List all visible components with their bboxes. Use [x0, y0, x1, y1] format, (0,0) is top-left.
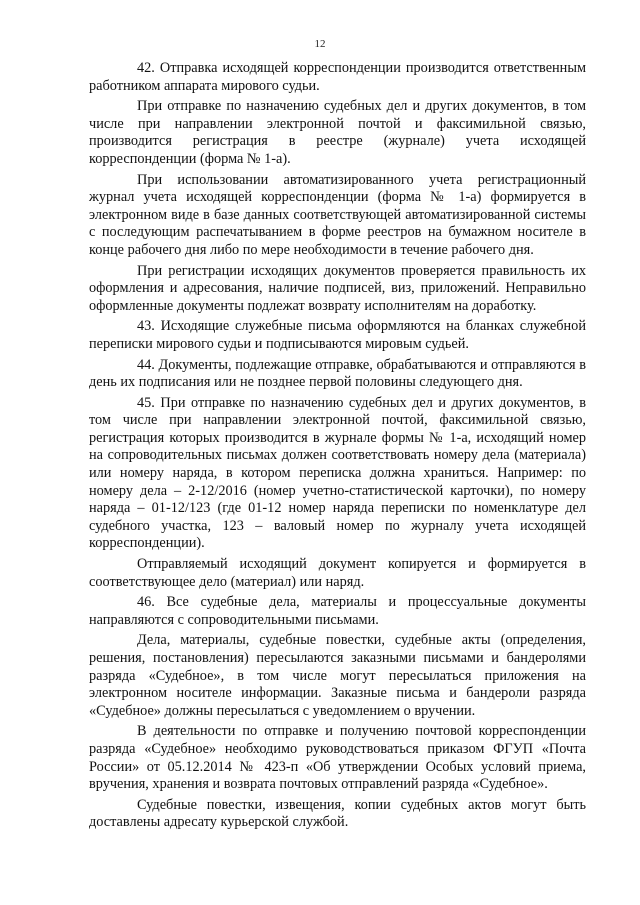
paragraph-automated-journal: При использовании автоматизированного учета регистрационный журнал учета исходящей корреспонденции (форма № 1-а) формируется в электронном виде в базе данных соответствующей автоматизированной системы с последующим распечатыванием в форме реестров на бумажном носителе в конце рабочего дня либо по мере необходимости в течение рабочего дня. — [89, 171, 586, 258]
paragraph-45: 45. При отправке по назначению судебных дел и других документов, в том числе при направлении электронной почтой, факсимильной связью, регистрация которых производится в журнале формы № 1-а, исходящий номер на сопроводительных письмах должен соответствовать номеру дела (материала) или номеру наряда, в котором переписка должна храниться. Например: по номеру дела – 2-12/2016 (номер учетно-статистической карточки), по номеру наряда – 01-12/123 (где 01-12 номер наряда переписки по номенклатуре дел судебного участка, 123 – валовый номер по журналу учета исходящей корреспонденции). — [89, 394, 586, 552]
paragraph-copy-filing: Отправляемый исходящий документ копируется и формируется в соответствующее дело (материал) или наряд. — [89, 556, 586, 590]
paragraph-outgoing-registration: При отправке по назначению судебных дел и других документов, в том числе при направлении электронной почтой и факсимильной связью, производится регистрация в реестре (журнале) учета исходящей корреспонденции (форма № 1-а). — [89, 98, 586, 167]
paragraph-registered-mail: Дела, материалы, судебные повестки, судебные акты (определения, решения, постановления) пересылаются заказными письмами и бандеролями разряда «Судебное», в том числе могут пересылаться приложения на электронном носителе информации. Заказные письма и бандероли разряда «Судебное» должны пересылаться с уведомлением о вручении. — [89, 632, 586, 719]
document-body — [89, 60, 586, 835]
page-number: 12 — [314, 38, 326, 50]
paragraph-43: 43. Исходящие служебные письма оформляются на бланках служебной переписки мирового судьи и подписываются мировым судьей. — [89, 318, 586, 352]
paragraph-courier: Судебные повестки, извещения, копии судебных актов могут быть доставлены адресату курьерской службой. — [89, 796, 586, 831]
paragraph-46: 46. Все судебные дела, материалы и процессуальные документы направляются с сопроводительными письмами. — [89, 594, 586, 628]
paragraph-42: 42. Отправка исходящей корреспонденции производится ответственным работником аппарата мирового судьи. — [89, 60, 586, 94]
paragraph-document-check: При регистрации исходящих документов проверяется правильность их оформления и адресования, наличие подписей, виз, приложений. Неправильно оформленные документы подлежат возврату исполнителям на доработку. — [89, 262, 586, 314]
paragraph-postal-order: В деятельности по отправке и получению почтовой корреспонденции разряда «Судебное» необходимо руководствоваться приказом ФГУП «Почта России» от 05.12.2014 № 423-п «Об утверждении Особых условий приема, вручения, хранения и возврата почтовых отправлений разряда «Судебное». — [89, 723, 586, 793]
paragraph-44: 44. Документы, подлежащие отправке, обрабатываются и отправляются в день их подписания или не позднее первой половины следующего дня. — [89, 356, 586, 391]
